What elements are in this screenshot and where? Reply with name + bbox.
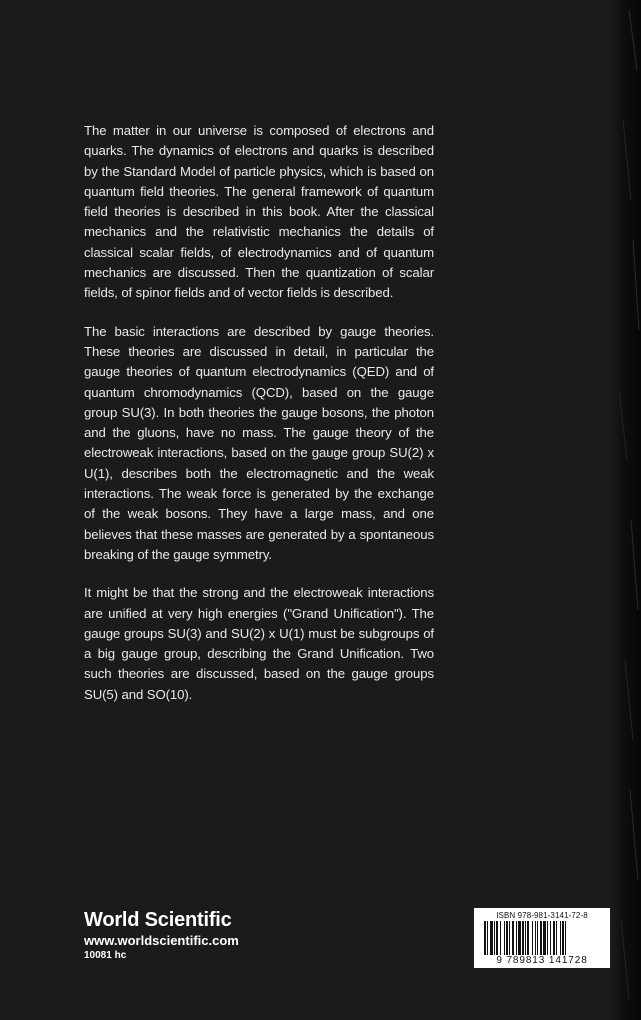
barcode (474, 908, 610, 968)
publisher-block (84, 908, 239, 963)
spine-edge (611, 0, 641, 1020)
barcode-digits: 9 789813 141728 (496, 955, 588, 966)
description-paragraph-2: The basic interactions are described by gauge theories. These theories are discussed in detail, in particular the gauge theories of quantum electrodynamics (QED) and of quantum chromodynamics (QCD), based on the gauge group SU(3). In both theories the gauge bosons, the photon and the gluons, have no mass. The gauge theory of the electroweak interactions, based on the gauge group SU(2) x U(1), describes both the electromagnetic and the weak interactions. The weak force is generated by the exchange of the weak bosons. They have a large mass, and one believes that these masses are generated by a spontaneous breaking of the gauge symmetry. (84, 323, 434, 562)
publisher-name: World Scientific (84, 909, 232, 931)
isbn-label: ISBN 978-981-3141-72-8 (496, 911, 588, 920)
description-paragraph-1: The matter in our universe is composed of electrons and quarks. The dynamics of electrons and quarks is described by the Standard Model of particle physics, which is based on quantum field theories. The general framework of quantum field theories is described in this book. After the classical mechanics and the relativistic mechanics the details of classical scalar fields, of electrodynamics and of quantum mechanics are discussed. Then the quantization of scalar fields, of spinor fields and of vector fields is described. (84, 123, 434, 301)
publisher-code: 10081 hc (84, 950, 127, 961)
description-paragraph-3: It might be that the strong and the electroweak interactions are unified at very high energies ("Grand Unification"). The gauge groups SU(3) and SU(2) x U(1) must be subgroups of a big gauge group, describing the Grand Unification. Two such theories are discussed, based on the gauge groups SU(5) and SO(10). (84, 585, 434, 702)
spine-texture (611, 0, 641, 1020)
description-blurb (84, 121, 434, 723)
barcode-bars (484, 921, 600, 955)
publisher-url: www.worldscientific.com (84, 933, 239, 948)
